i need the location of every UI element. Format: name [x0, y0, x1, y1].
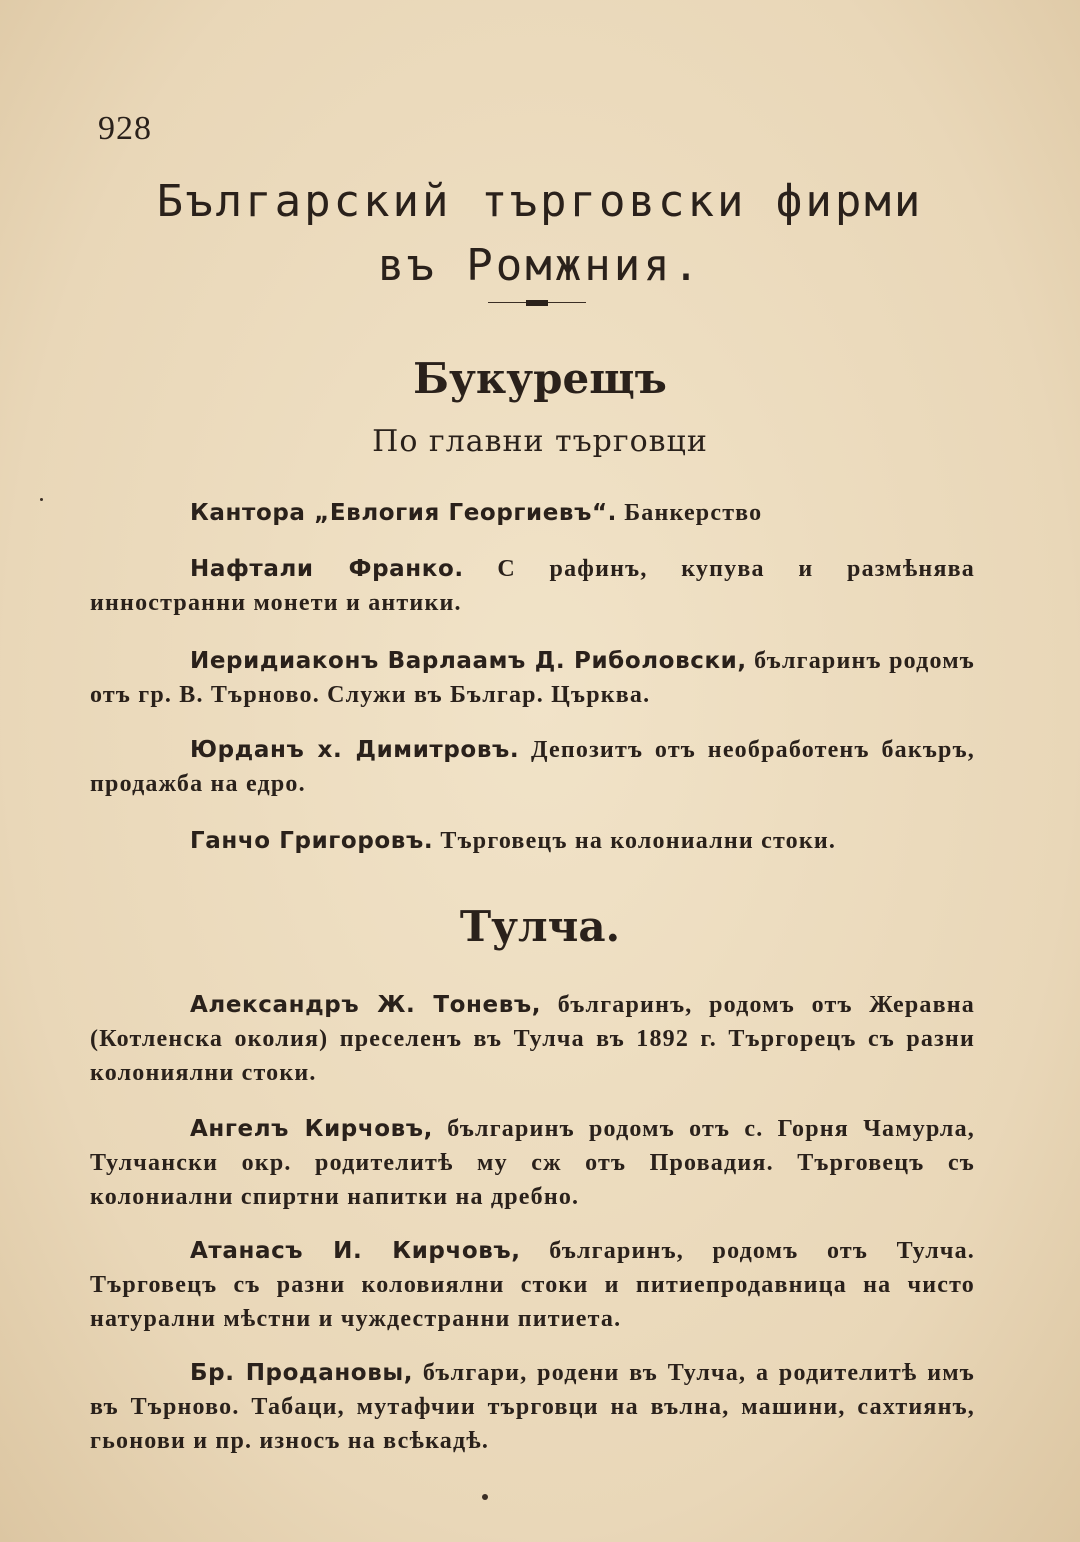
- list-item: [90, 1112, 975, 1214]
- ink-speck: [482, 1494, 488, 1500]
- decorative-rule: [488, 299, 586, 307]
- firm-name: Александръ Ж. Тоневъ,: [190, 992, 542, 1018]
- firm-name: Нафтали Франко.: [190, 556, 464, 582]
- firm-description: Търговецъ на колониални стоки.: [433, 828, 837, 854]
- section-heading-tulcea: Тулча.: [459, 902, 621, 951]
- title-line-1: Българский търговски фирми: [156, 176, 924, 227]
- ink-speck: [40, 498, 43, 501]
- firm-name: Ангелъ Кирчовъ,: [190, 1116, 434, 1142]
- list-item: [90, 1234, 975, 1336]
- list-item: [90, 988, 975, 1090]
- firm-name: Бр. Продановы,: [190, 1360, 414, 1386]
- firm-description: българинъ родомъ отъ гр. В. Търново. Служи въ Българ. Църква.: [90, 648, 975, 708]
- firm-description: българинъ родомъ отъ с. Горня Чамурла, Тулчански окр. родителитѣ му сж отъ Провадия. Търговецъ съ колониални спиртни напитки на дребно.: [90, 1116, 975, 1210]
- section-subheading: По главни търговци: [372, 424, 708, 459]
- firm-description: С рафинъ, купува и размѣнява инностранни монети и антики.: [90, 556, 975, 616]
- list-item: [90, 824, 975, 858]
- section-heading-bucharest: Букурещъ: [413, 354, 667, 403]
- firm-description: Банкерство: [617, 500, 763, 526]
- list-item: [90, 496, 975, 530]
- list-item: [90, 552, 975, 620]
- list-item: [90, 733, 975, 801]
- page-title: [0, 170, 1080, 298]
- firm-description: българинъ, родомъ отъ Жеравна (Котленска околия) преселенъ въ Тулча въ 1892 г. Търгорецъ съ разни колониялни стоки.: [90, 992, 975, 1086]
- list-item: [90, 1356, 975, 1458]
- page-number: 928: [98, 110, 152, 147]
- firm-description: Депозитъ отъ необработенъ бакъръ, продажба на едро.: [90, 737, 975, 797]
- firm-name: Ганчо Григоровъ.: [190, 828, 434, 854]
- firm-description: българинъ, родомъ отъ Тулча. Търговецъ съ разни коловиялни стоки и питиепродавница на чисто натурални мѣстни и чуждестранни питиета.: [90, 1238, 975, 1332]
- firm-description: българи, родени въ Тулча, а родителитѣ имъ въ Търново. Табаци, мутафчии търговци на вълна, машини, сахтиянъ, гьонови и пр. износъ на всѣкадѣ.: [90, 1360, 975, 1454]
- title-line-2: въ Ромжния.: [377, 240, 703, 291]
- firm-name: Кантора „Евлогия Георгиевъ“.: [190, 500, 618, 526]
- firm-name: Иеридиаконъ Варлаамъ Д. Риболовски,: [190, 648, 747, 674]
- firm-name: Юрданъ х. Димитровъ.: [190, 737, 520, 763]
- list-item: [90, 644, 975, 712]
- firm-name: Атанасъ И. Кирчовъ,: [190, 1238, 521, 1264]
